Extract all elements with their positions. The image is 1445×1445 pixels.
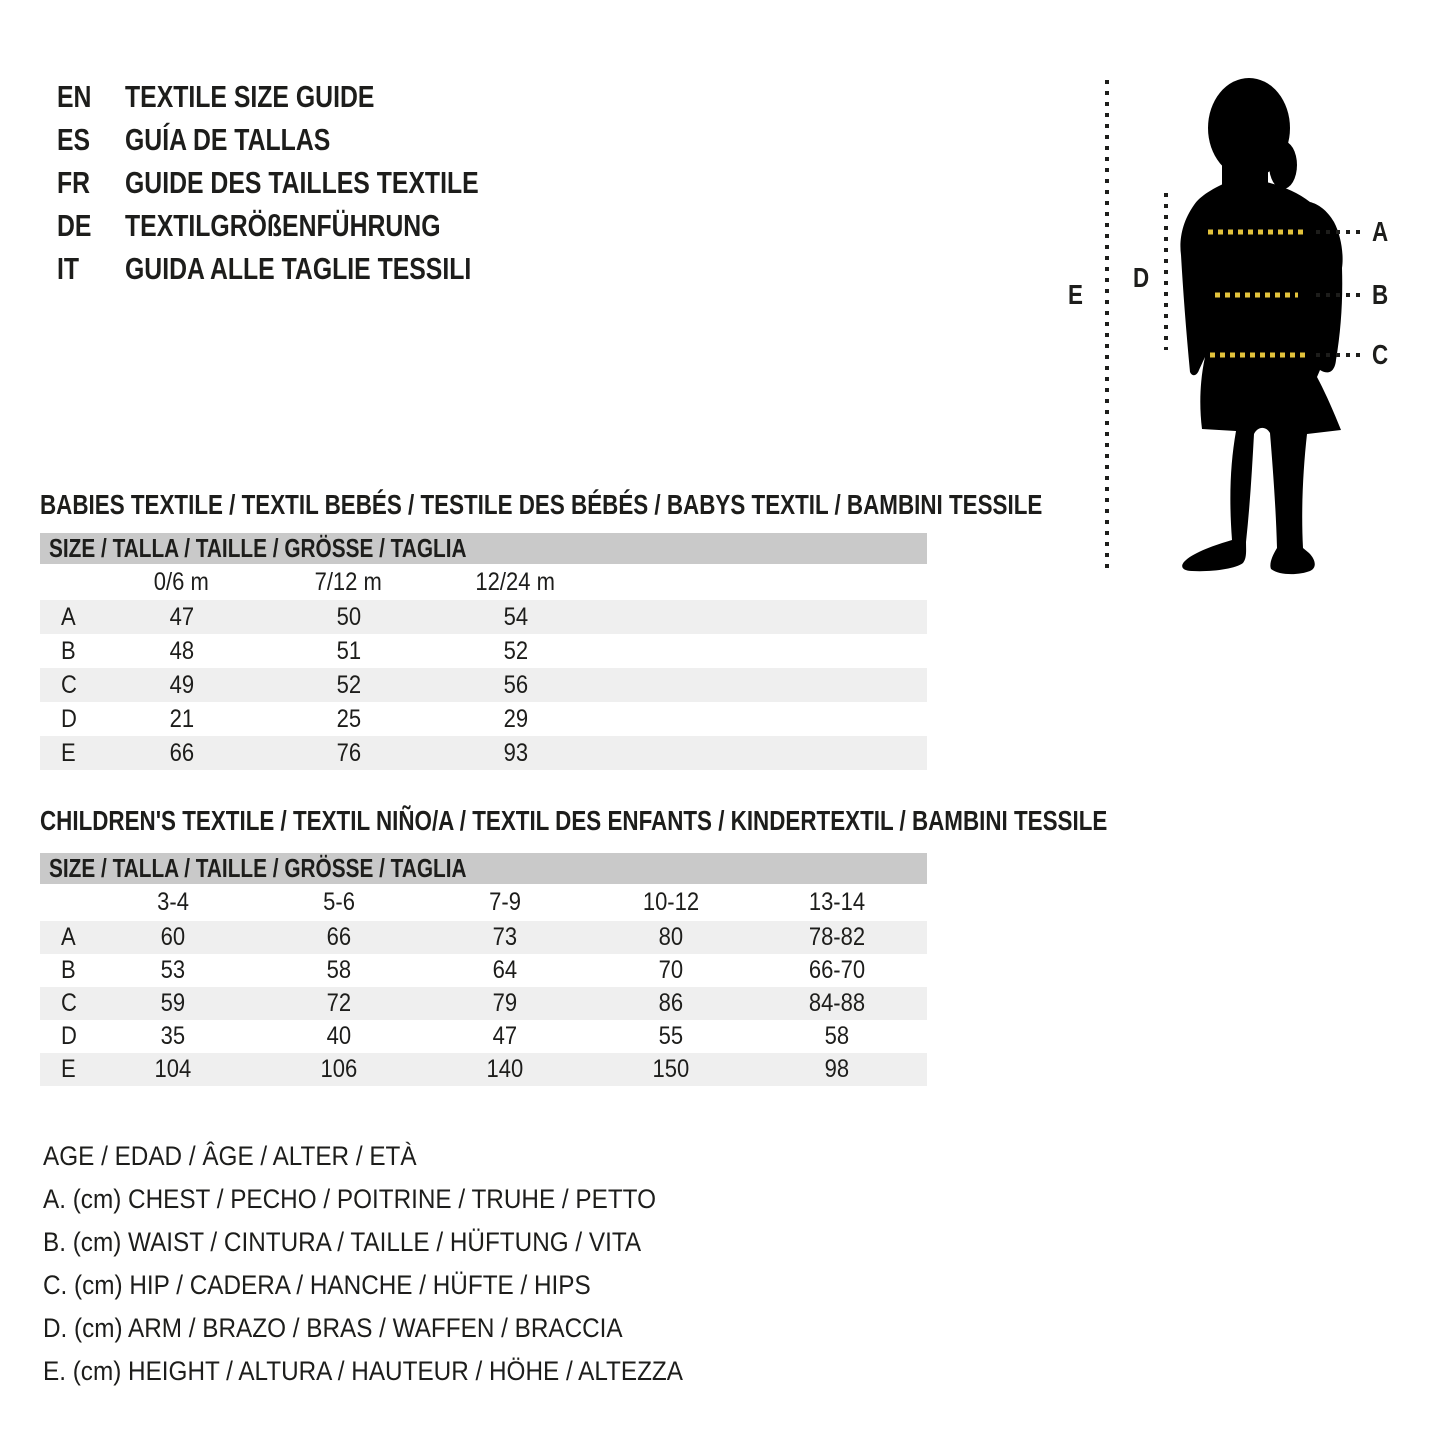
cell-value: 58 [824,1022,850,1050]
column-header-label: 3-4 [157,888,189,916]
value-cell [265,637,432,666]
column-header-cell [265,568,432,597]
language-code-text: IT [57,250,80,286]
table-row [40,668,927,702]
value-cell [256,923,422,952]
cell-value: 73 [492,923,518,951]
language-code-text: ES [57,121,91,157]
row-label-cell [40,603,98,632]
cell-value: 56 [503,670,528,699]
value-cell [422,956,588,985]
child-silhouette-figure [1040,60,1445,605]
cell-value: 47 [169,602,194,631]
measure-label-d [1133,262,1153,294]
language-row [57,118,567,161]
measure-label-a [1372,216,1392,248]
value-cell [432,603,599,632]
value-cell [588,923,754,952]
cell-value: 55 [658,1022,684,1050]
column-header-cell [98,568,265,597]
cell-value: 76 [336,738,361,767]
language-code [57,79,125,115]
cell-value: 51 [336,636,361,665]
value-cell [754,923,920,952]
cell-value: 106 [320,1055,358,1083]
row-label: C [61,989,77,1017]
cell-value: 66 [169,738,194,767]
column-header-label: 10-12 [642,888,700,916]
measure-label-e [1068,279,1087,311]
value-cell [588,1022,754,1051]
cell-value: 80 [658,923,684,951]
row-label: E [61,1055,76,1083]
value-cell [754,1022,920,1051]
measurement-legend [43,1135,754,1393]
value-cell [98,603,265,632]
language-code [57,165,125,201]
value-cell [422,989,588,1018]
row-label-cell [40,956,90,985]
language-code-text: DE [57,207,92,243]
table-row [40,954,927,987]
legend-text: AGE / EDAD / ÂGE / ALTER / ETÀ [43,1141,417,1171]
row-label: B [61,956,76,984]
value-cell [98,637,265,666]
language-row [57,75,567,118]
value-cell [422,923,588,952]
row-label-cell [40,1055,90,1084]
cell-value: 25 [336,704,361,733]
language-row [57,247,567,290]
value-cell [98,705,265,734]
cell-value: 79 [492,989,518,1017]
cell-value: 49 [169,670,194,699]
cell-value: 50 [336,602,361,631]
column-header-label: 12/24 m [475,567,556,596]
legend-line [43,1178,754,1221]
babies-size-header-bar [40,533,927,564]
language-title-text: GUIDA ALLE TAGLIE TESSILI [125,250,472,286]
table-row [40,702,927,736]
babies-size-table [40,564,927,770]
legend-line [43,1135,754,1178]
column-header-cell [432,568,599,597]
cell-value: 53 [160,956,186,984]
language-title-text: TEXTILGRÖßENFÜHRUNG [125,207,441,243]
row-label: C [61,670,77,699]
measure-label-text: B [1372,279,1389,310]
row-label-cell [40,989,90,1018]
value-cell [588,1055,754,1084]
children-size-header-text: SIZE / TALLA / TAILLE / GRÖSSE / TAGLIA [49,853,467,883]
babies-section-title-text: BABIES TEXTILE / TEXTIL BEBÉS / TESTILE DES BÉBÉS / BABYS TEXTIL / BAMBINI TESSILE [40,489,1043,520]
language-title [125,79,437,115]
value-cell [90,989,256,1018]
children-size-table [40,884,927,1086]
row-label: B [61,636,76,665]
value-cell [422,1055,588,1084]
column-header-label: 7/12 m [314,567,383,596]
table-row [40,1053,927,1086]
row-label: A [61,923,76,951]
cell-value: 21 [169,704,194,733]
value-cell [432,671,599,700]
cell-value: 150 [652,1055,690,1083]
cell-value: 72 [326,989,352,1017]
legend-text: A. (cm) CHEST / PECHO / POITRINE / TRUHE / PETTO [43,1184,656,1214]
children-section-title [40,806,1374,836]
value-cell [98,739,265,768]
cell-value: 86 [658,989,684,1017]
row-label: D [61,704,77,733]
language-title-text: GUIDE DES TAILLES TEXTILE [125,164,479,200]
language-code-text: EN [57,78,92,114]
column-header-cell [90,888,256,917]
cell-value: 48 [169,636,194,665]
babies-size-header-text: SIZE / TALLA / TAILLE / GRÖSSE / TAGLIA [49,533,467,563]
value-cell [432,739,599,768]
measure-label-text: A [1372,216,1389,247]
value-cell [265,603,432,632]
value-cell [432,705,599,734]
value-cell [256,989,422,1018]
row-label-cell [40,1022,90,1051]
value-cell [90,956,256,985]
cell-value: 64 [492,956,518,984]
measure-label-c [1372,339,1392,371]
cell-value: 29 [503,704,528,733]
cell-value: 52 [336,670,361,699]
legend-line [43,1264,754,1307]
value-cell [256,1055,422,1084]
value-cell [265,739,432,768]
measure-label-text: C [1372,339,1389,370]
language-title [125,122,382,158]
table-row [40,921,927,954]
cell-value: 84-88 [808,989,866,1017]
table-row [40,600,927,634]
value-cell [90,1022,256,1051]
language-title [125,251,558,287]
column-header-cell [256,888,422,917]
cell-value: 98 [824,1055,850,1083]
language-title [125,208,519,244]
cell-value: 52 [503,636,528,665]
row-label-cell [40,671,98,700]
cell-value: 40 [326,1022,352,1050]
row-label-cell [40,923,90,952]
row-label-cell [40,705,98,734]
language-code [57,251,125,287]
row-label: E [61,738,76,767]
column-header-label: 0/6 m [153,567,210,596]
cell-value: 35 [160,1022,186,1050]
language-row [57,204,567,247]
cell-value: 66 [326,923,352,951]
cell-value: 140 [486,1055,524,1083]
column-header-label: 7-9 [489,888,521,916]
legend-text: D. (cm) ARM / BRAZO / BRAS / WAFFEN / BRACCIA [43,1313,623,1343]
language-row [57,161,567,204]
legend-line [43,1350,754,1393]
legend-line [43,1307,754,1350]
column-header-cell [422,888,588,917]
table-column-header-row [40,884,927,921]
value-cell [754,1055,920,1084]
table-row [40,1020,927,1053]
value-cell [265,705,432,734]
table-row [40,736,927,770]
value-cell [588,956,754,985]
language-title-text: GUÍA DE TALLAS [125,121,331,157]
value-cell [422,1022,588,1051]
column-header-label: 13-14 [808,888,866,916]
legend-text: C. (cm) HIP / CADERA / HANCHE / HÜFTE / HIPS [43,1270,591,1300]
language-title-list [57,75,567,290]
cell-value: 66-70 [808,956,866,984]
value-cell [90,1055,256,1084]
measure-label-text: E [1068,279,1083,310]
language-title [125,165,567,201]
table-row [40,987,927,1020]
legend-line [43,1221,754,1264]
column-header-label: 5-6 [323,888,355,916]
value-cell [754,956,920,985]
cell-value: 70 [658,956,684,984]
value-cell [588,989,754,1018]
table-row [40,634,927,668]
value-cell [98,671,265,700]
child-silhouette-svg [1040,60,1445,605]
cell-value: 60 [160,923,186,951]
value-cell [432,637,599,666]
value-cell [754,989,920,1018]
cell-value: 54 [503,602,528,631]
legend-text: E. (cm) HEIGHT / ALTURA / HAUTEUR / HÖHE / ALTEZZA [43,1356,683,1386]
row-label-cell [40,739,98,768]
cell-value: 93 [503,738,528,767]
row-label: A [61,602,76,631]
value-cell [265,671,432,700]
language-code [57,122,125,158]
language-title-text: TEXTILE SIZE GUIDE [125,78,375,114]
value-cell [90,923,256,952]
cell-value: 58 [326,956,352,984]
table-column-header-row [40,564,927,600]
column-header-cell [588,888,754,917]
language-code [57,208,125,244]
legend-text: B. (cm) WAIST / CINTURA / TAILLE / HÜFTUNG / VITA [43,1227,642,1257]
children-section-title-text: CHILDREN'S TEXTILE / TEXTIL NIÑO/A / TEXTIL DES ENFANTS / KINDERTEXTIL / BAMBINI TESSILE [40,805,1108,836]
cell-value: 59 [160,989,186,1017]
column-header-cell [754,888,920,917]
cell-value: 104 [154,1055,192,1083]
value-cell [256,956,422,985]
measure-label-text: D [1133,262,1150,293]
cell-value: 47 [492,1022,518,1050]
row-label: D [61,1022,77,1050]
row-label-cell [40,637,98,666]
cell-value: 78-82 [808,923,866,951]
language-code-text: FR [57,164,91,200]
babies-section-title [40,490,1293,520]
children-size-header-bar [40,853,927,884]
value-cell [256,1022,422,1051]
measure-label-b [1372,279,1392,311]
